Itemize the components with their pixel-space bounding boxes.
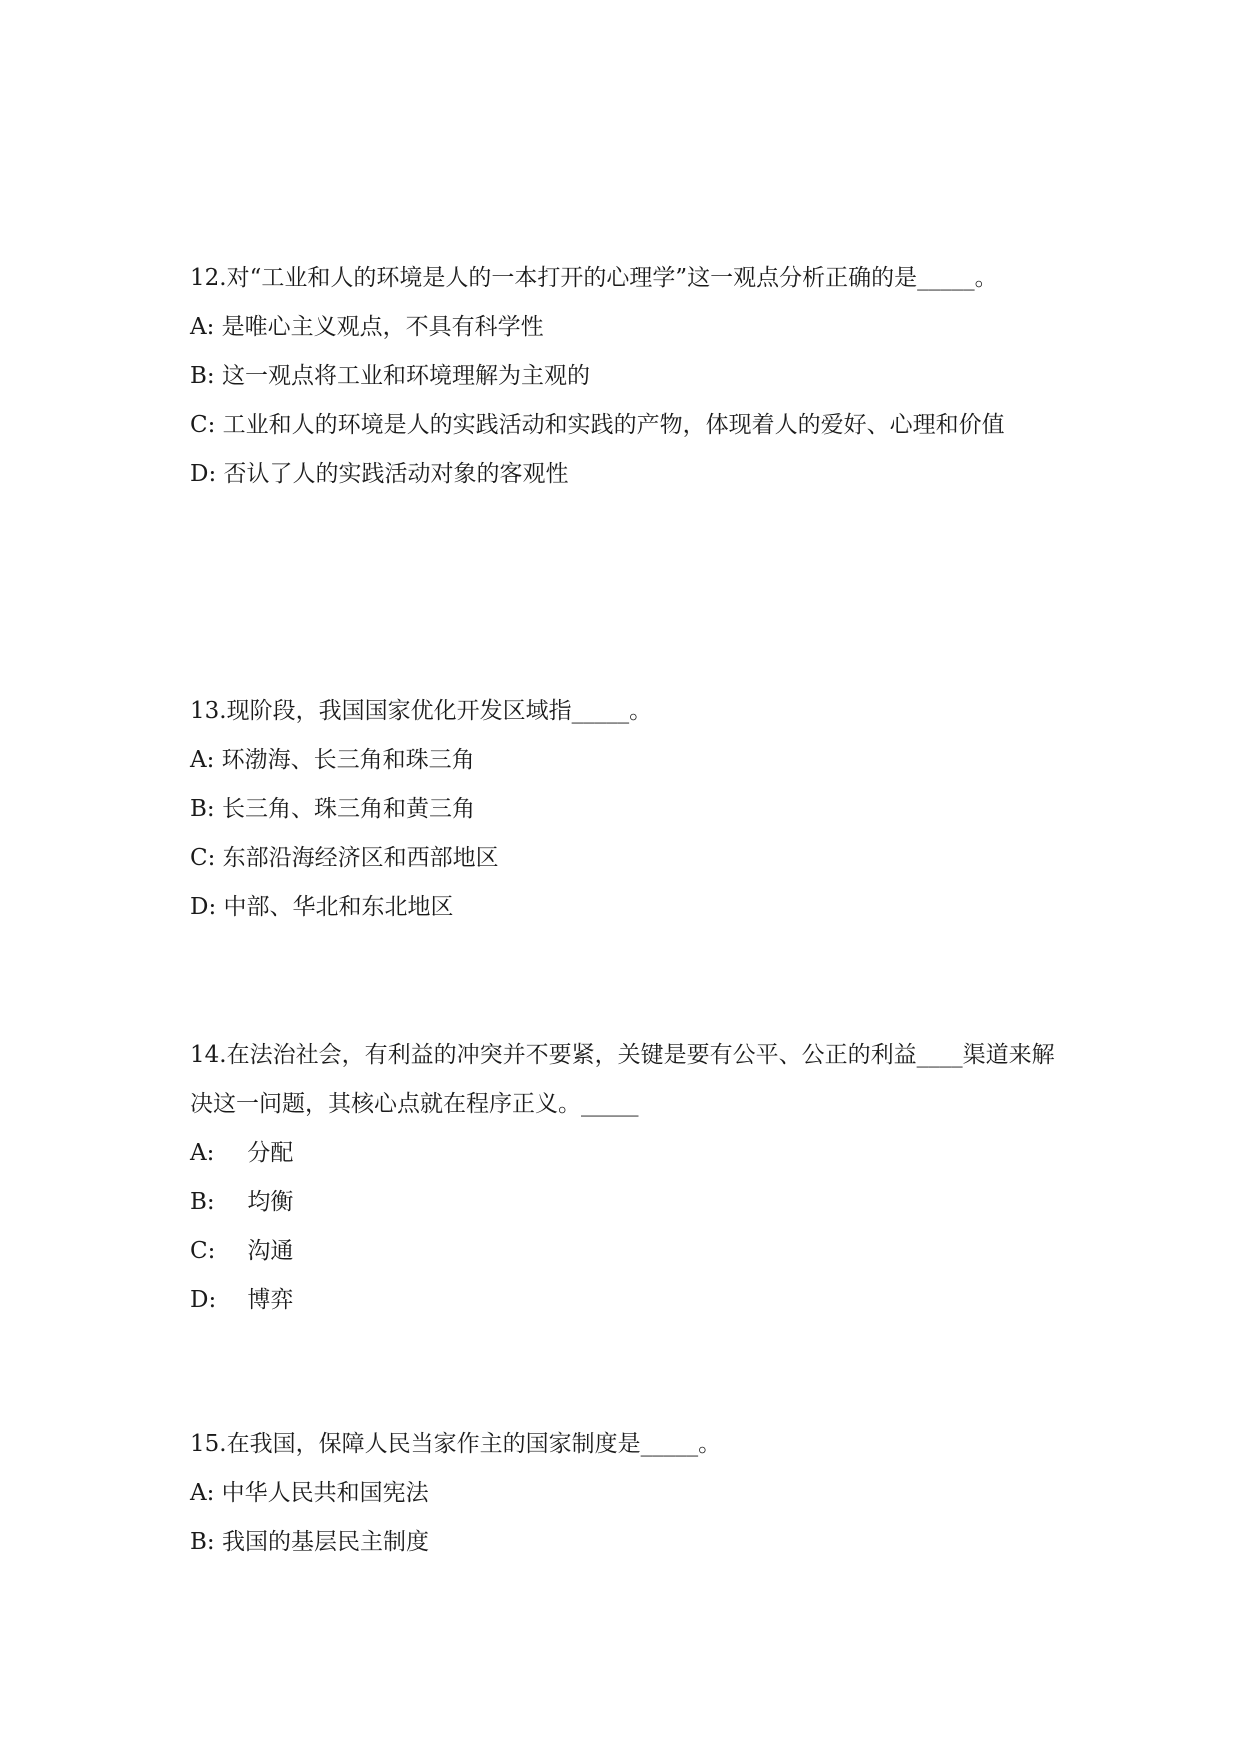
option-letter: B: [190,1529,215,1555]
option-text: 中部、华北和东北地区 [223,894,454,920]
option-letter: A: [190,747,215,773]
option-letter: B: [190,363,215,389]
option-letter: B: [190,1189,215,1215]
option-letter: D: [190,1287,217,1313]
option-letter: D: [190,461,217,487]
option-letter: A: [190,314,215,340]
option-b [190,1178,1060,1227]
option-letter: B: [190,796,215,822]
option-letter: A: [190,1140,215,1166]
option-text: 博弈 [247,1287,294,1313]
option-text: 分配 [247,1140,294,1166]
option-text: 均衡 [247,1189,294,1215]
option-text: 我国的基层民主制度 [221,1529,429,1555]
option-b [190,1518,1060,1567]
option-letter: C: [190,845,216,871]
question-stem: 13.现阶段，我国国家优化开发区域指_____。 [190,698,653,724]
option-letter: A: [190,1480,215,1506]
option-letter: C: [190,412,216,438]
option-text: 这一观点将工业和环境理解为主观的 [221,363,590,389]
option-text: 否认了人的实践活动对象的客观性 [223,461,569,487]
question-14 [190,1031,1060,1325]
option-text: 是唯心主义观点，不具有科学性 [221,314,544,340]
option-text: 中华人民共和国宪法 [221,1480,429,1506]
option-text: 长三角、珠三角和黄三角 [221,796,475,822]
question-stem: 14.在法治社会，有利益的冲突并不要紧，关键是要有公平、公正的利益____渠道来解决这一问题，其核心点就在程序正义。_____ [190,1042,1055,1117]
option-d [190,1276,1060,1325]
option-text: 工业和人的环境是人的实践活动和实践的产物，体现着人的爱好、心理和价值 [222,412,1005,438]
option-d [190,883,1060,932]
option-text: 环渤海、长三角和珠三角 [221,747,475,773]
option-text: 东部沿海经济区和西部地区 [222,845,499,871]
question-stem: 12.对“工业和人的环境是人的一本打开的心理学”这一观点分析正确的是_____。 [190,265,998,291]
question-15 [190,1420,1060,1567]
option-text: 沟通 [247,1238,294,1264]
question-stem: 15.在我国，保障人民当家作主的国家制度是_____。 [190,1431,722,1457]
question-12 [190,254,1060,499]
option-letter: C: [190,1238,216,1264]
option-a [190,1469,1060,1518]
option-letter: D: [190,894,217,920]
option-a [190,303,1060,352]
option-a [190,1129,1060,1178]
option-d [190,450,1060,499]
option-c [190,401,1060,450]
question-13 [190,687,1060,932]
option-a [190,736,1060,785]
option-c [190,834,1060,883]
option-b [190,352,1060,401]
option-b [190,785,1060,834]
option-c [190,1227,1060,1276]
